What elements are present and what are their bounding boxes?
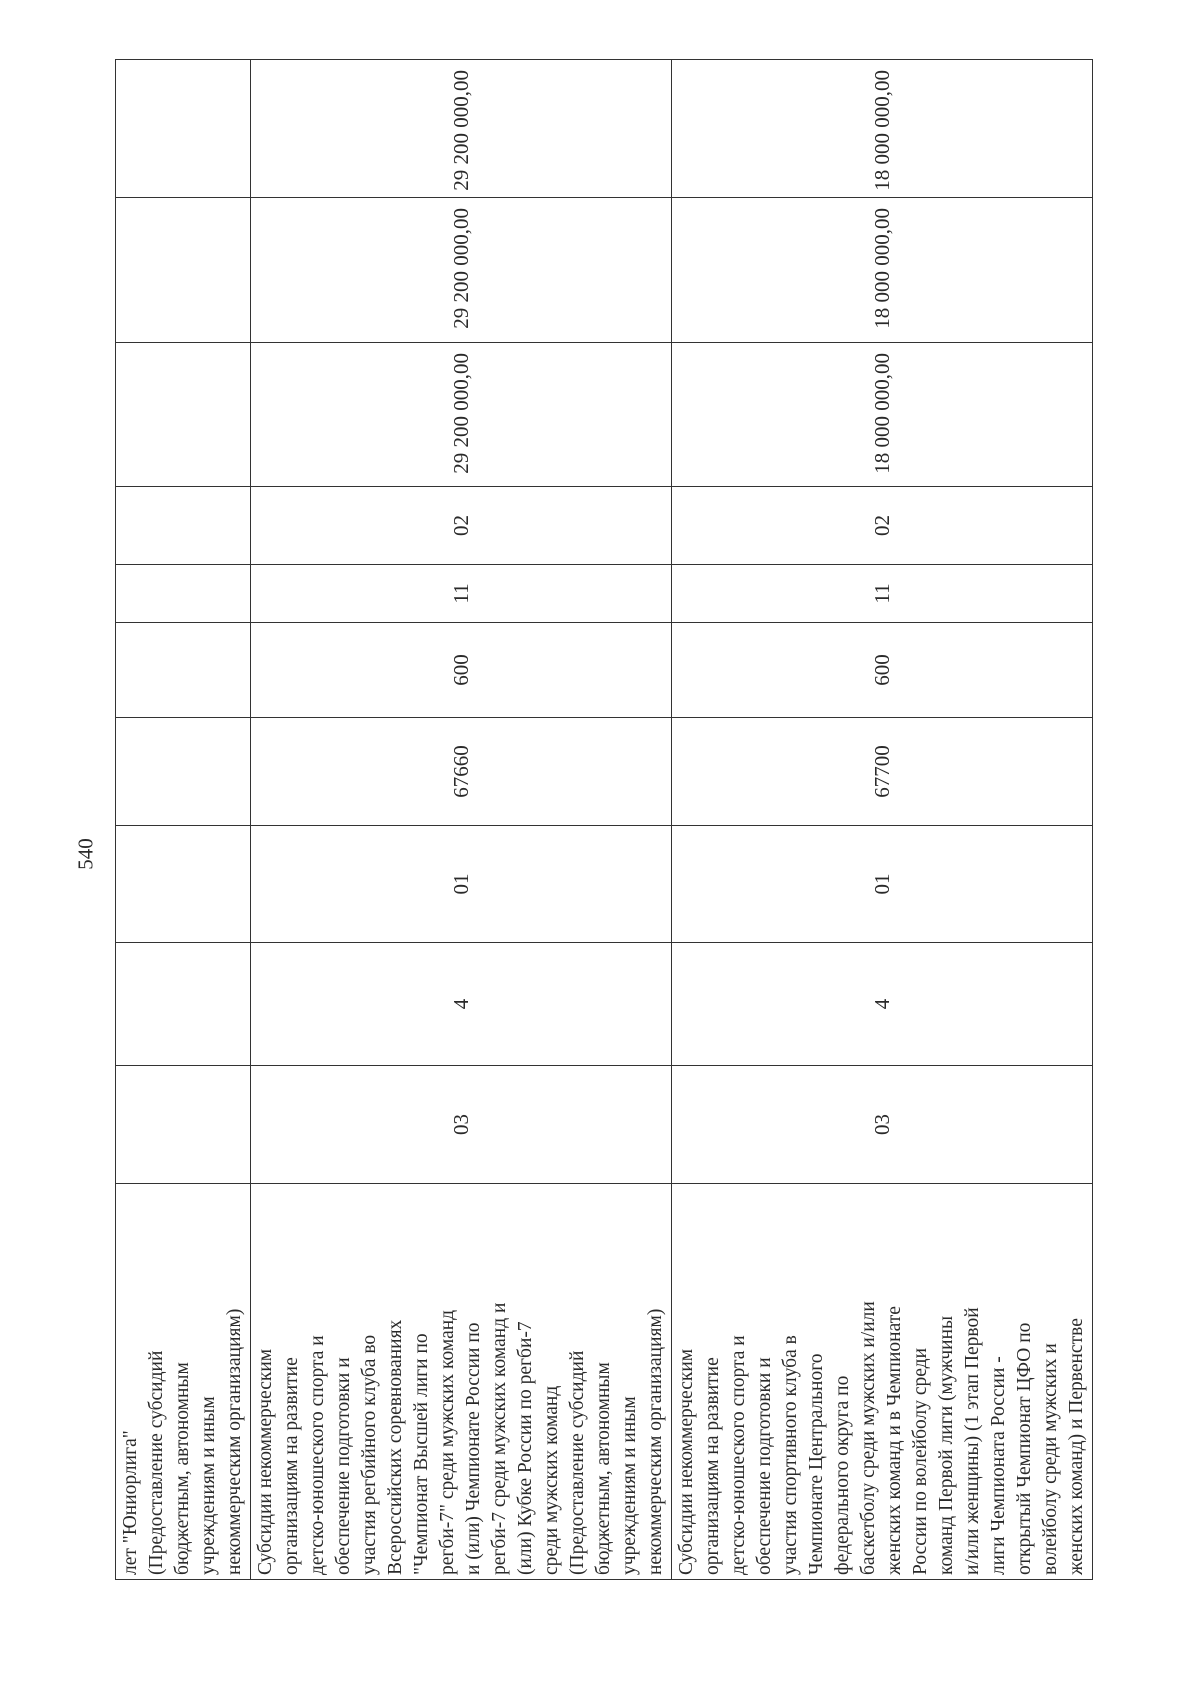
subprogram-cell: 01 [251,826,672,943]
amount-year-1-cell: 18 000 000,00 [672,343,1093,487]
amount-year-2-cell: 29 200 000,00 [251,198,672,343]
chapter-cell [116,565,251,623]
subprogram-cell [116,826,251,943]
section-cell: 03 [251,1066,672,1184]
table-row [116,60,251,1580]
expense-type-cell: 600 [251,623,672,718]
section-cell [116,1066,251,1184]
direction-code-cell: 67660 [251,718,672,826]
expense-type-cell: 600 [672,623,1093,718]
description-cell: Субсидии некоммерческим организациям на развитие детско-юношеского спорта и обеспечение подготовки и участия регбийного клуба во Всероссийских соревнованиях "Чемпионат Высшей лиги по регби-7" среди мужских команд и (или) Чемпионате России по регби-7 среди мужских команд и (или) Кубке России по регби-7 среди мужских команд (Предоставление субсидий бюджетным, автономным учреждениям и иным некоммерческим организациям) [251,1184,672,1580]
amount-year-3-cell: 29 200 000,00 [251,60,672,198]
page-number: 540 [73,838,98,870]
description-cell: Субсидии некоммерческим организациям на развитие детско-юношеского спорта и обеспечение подготовки и участия спортивного клуба в Чемпионате Центрального федерального округа по баскетболу среди мужских и/или женских команд и в Чемпионате России по волейболу среди команд Первой лиги (мужчины и/или женщины) (1 этап Первой лиги Чемпионата России - открытый Чемпионат ЦФО по волейболу среди мужских и женских команд) и Первенстве [672,1184,1093,1580]
chapter-cell: 11 [251,565,672,623]
amount-year-3-cell: 18 000 000,00 [672,60,1093,198]
amount-year-1-cell: 29 200 000,00 [251,343,672,487]
amount-year-3-cell [116,60,251,198]
subsection-cell: 02 [672,487,1093,565]
amount-year-2-cell: 18 000 000,00 [672,198,1093,343]
amount-year-1-cell [116,343,251,487]
expense-type-cell [116,623,251,718]
section-cell: 03 [672,1066,1093,1184]
budget-table [115,59,1093,1580]
amount-year-2-cell [116,198,251,343]
table-row [251,60,672,1580]
description-cell: лет "Юниорлига" (Предоставление субсидий бюджетным, автономным учреждениям и иным некоммерческим организациям) [116,1184,251,1580]
subsection-cell [116,487,251,565]
direction-code-cell [116,718,251,826]
program-cell: 4 [672,943,1093,1066]
subsection-cell: 02 [251,487,672,565]
table-row [672,60,1093,1580]
chapter-cell: 11 [672,565,1093,623]
rotated-page-content [115,0,1087,1580]
subprogram-cell: 01 [672,826,1093,943]
program-cell: 4 [251,943,672,1066]
program-cell [116,943,251,1066]
direction-code-cell: 67700 [672,718,1093,826]
